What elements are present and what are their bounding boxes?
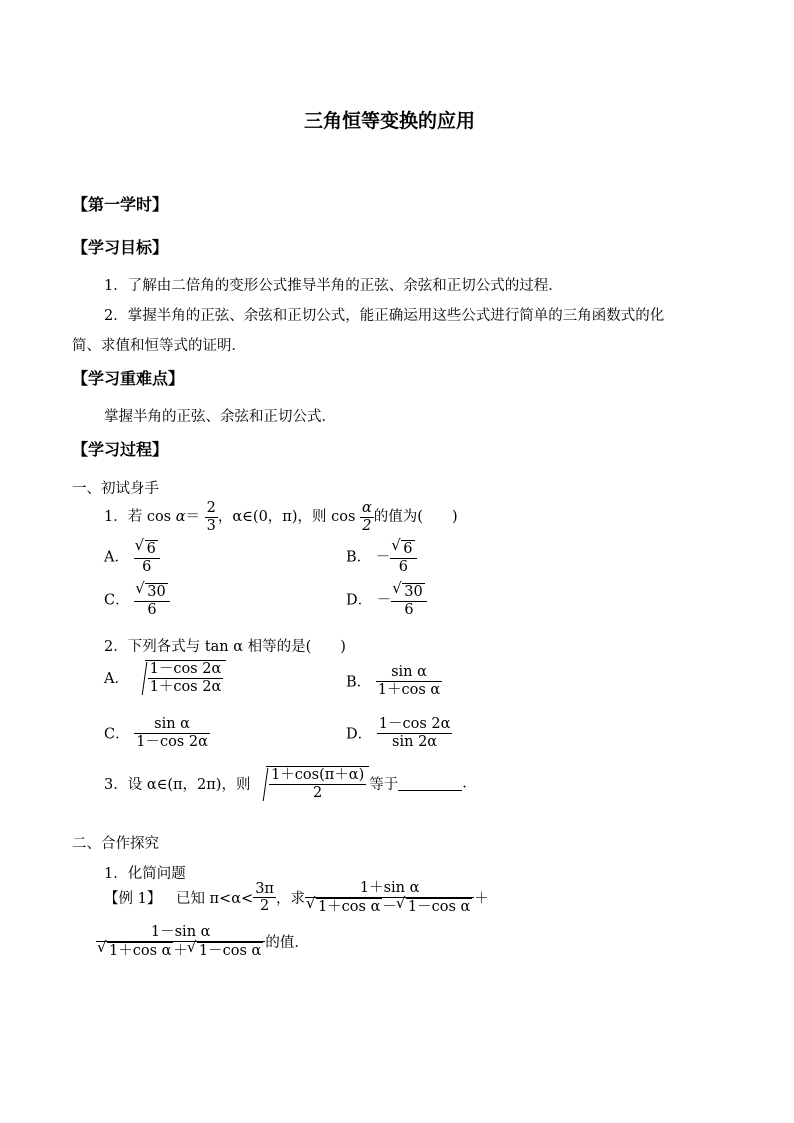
q2-option-d[interactable] <box>346 716 452 750</box>
q2-d-value <box>377 716 453 750</box>
q2-b-num: sin α <box>376 664 442 682</box>
q1-d-sign: － <box>376 592 392 609</box>
q1-b-radicand: 6 <box>403 541 413 557</box>
example-1-line-1 <box>104 880 489 915</box>
question-3 <box>104 766 467 801</box>
ex1-f1-den-a: 1＋cos α <box>317 898 381 915</box>
ex1-f2-plus: ＋ <box>173 942 188 959</box>
section-period: 【第一学时】 <box>72 195 169 214</box>
q3-answer-blank[interactable] <box>398 776 462 791</box>
ex1-f1-minus: － <box>382 898 397 915</box>
question-1 <box>104 500 458 534</box>
q1-b-label: B． <box>346 549 372 566</box>
ex1-fraction-1 <box>305 880 474 915</box>
q2-a-den: 1＋cos 2α <box>149 678 222 695</box>
ex1-tail: 的值． <box>265 935 309 952</box>
q2-a-sqrt <box>134 660 227 695</box>
q1-option-b[interactable] <box>346 540 417 575</box>
q1-option-a[interactable] <box>104 540 160 575</box>
q2-b-den: 1＋cos α <box>377 681 441 698</box>
q2-d-num: 1－cos 2α <box>378 716 451 732</box>
question-2: 2．下列各式与 tan α 相等的是( ) <box>104 639 346 655</box>
q2-option-b[interactable] <box>346 664 442 698</box>
example-1-line-2 <box>96 924 309 959</box>
ex1-ask: ，求 <box>275 891 305 908</box>
q2-option-c[interactable] <box>104 716 210 750</box>
q1-option-d[interactable] <box>346 583 427 618</box>
q1-a-label: A． <box>104 549 129 566</box>
q1-option-c[interactable] <box>104 583 170 618</box>
ex1-bound-num: 3π <box>255 880 274 897</box>
q1-d-label: D． <box>346 592 373 609</box>
goal-2-line-2: 简、求值和恒等式的证明． <box>72 338 246 354</box>
ex1-label: 【例 1】 <box>104 891 162 908</box>
q2-b-value <box>376 664 442 698</box>
q3-end: . <box>462 775 467 792</box>
q1-alpha: α <box>175 509 186 526</box>
q1-frac-den: 3 <box>206 517 216 534</box>
q2-option-a[interactable] <box>104 660 226 695</box>
q2-c-label: C． <box>104 726 130 743</box>
q1-prefix: 1．若 cos <box>104 509 172 526</box>
q1-post: 的值为( ) <box>373 509 458 526</box>
q1-frac-num: 2 <box>206 500 216 516</box>
q3-post: 等于 <box>369 777 399 794</box>
key-points-text: 掌握半角的正弦、余弦和正切公式． <box>104 409 336 425</box>
ex1-plus: ＋ <box>474 891 489 908</box>
q3-prefix: 3．设 α∈(π，2π)，则 <box>104 777 251 794</box>
part-1-heading: 一、初试身手 <box>72 481 159 497</box>
q1-d-value <box>391 583 426 618</box>
q2-d-den: sin 2α <box>392 733 438 750</box>
q2-c-value <box>134 716 210 750</box>
q1-b-sign: － <box>375 549 391 566</box>
ex1-f2-num: 1－sin α <box>96 924 265 942</box>
ex1-f1-den-b: 1－cos α <box>407 898 471 915</box>
ex1-f2-den-b: 1－cos α <box>198 942 262 959</box>
ex1-given: 已知 π<α< <box>175 891 254 908</box>
q1-c-label: C． <box>104 592 130 609</box>
q2-a-num: 1－cos 2α <box>149 661 222 677</box>
q2-a-label: A． <box>104 671 129 688</box>
q1-equals: ＝ <box>185 509 201 526</box>
q1-a-den: 6 <box>142 558 152 575</box>
q2-d-label: D． <box>346 726 373 743</box>
ex1-fraction-2 <box>96 924 265 959</box>
q3-den: 2 <box>313 784 323 801</box>
ex1-f1-num: 1＋sin α <box>305 880 474 898</box>
ex1-bound <box>253 881 276 915</box>
q1-a-radicand: 6 <box>146 541 156 557</box>
ex1-f2-den-a: 1＋cos α <box>109 942 172 959</box>
page-title: 三角恒等变换的应用 <box>304 110 476 132</box>
subsection-simplify: 1．化简问题 <box>104 866 186 882</box>
q1-c-radicand: 30 <box>147 584 166 600</box>
section-key-points: 【学习重难点】 <box>72 369 185 388</box>
q1-condition: ，α∈(0，π)，则 cos <box>217 509 356 526</box>
q1-b-value <box>390 540 416 575</box>
q2-c-num: sin α <box>134 716 210 734</box>
q2-c-den: 1－cos 2α <box>136 733 208 750</box>
q1-b-den: 6 <box>398 558 408 575</box>
q1-half-den: 2 <box>362 517 372 534</box>
q3-num: 1＋cos(π＋α) <box>271 767 365 783</box>
q1-half-num: α <box>362 500 372 516</box>
ex1-bound-den: 2 <box>259 898 270 915</box>
goal-2-line-1: 2．掌握半角的正弦、余弦和正切公式，能正确运用这些公式进行简单的三角函数式的化 <box>104 308 665 324</box>
section-goals: 【学习目标】 <box>72 238 169 257</box>
q1-half-angle <box>360 500 374 534</box>
q2-b-label: B． <box>346 674 372 691</box>
q1-d-radicand: 30 <box>404 584 423 600</box>
q1-c-den: 6 <box>147 601 157 618</box>
q1-c-value <box>134 583 169 618</box>
q1-d-den: 6 <box>404 601 414 618</box>
part-2-heading: 二、合作探究 <box>72 836 159 852</box>
section-process: 【学习过程】 <box>72 440 169 459</box>
q1-fraction <box>205 500 218 534</box>
goal-1: 1．了解由二倍角的变形公式推导半角的正弦、余弦和正切公式的过程． <box>104 278 563 294</box>
q1-a-value <box>134 540 160 575</box>
q3-sqrt <box>255 766 369 801</box>
